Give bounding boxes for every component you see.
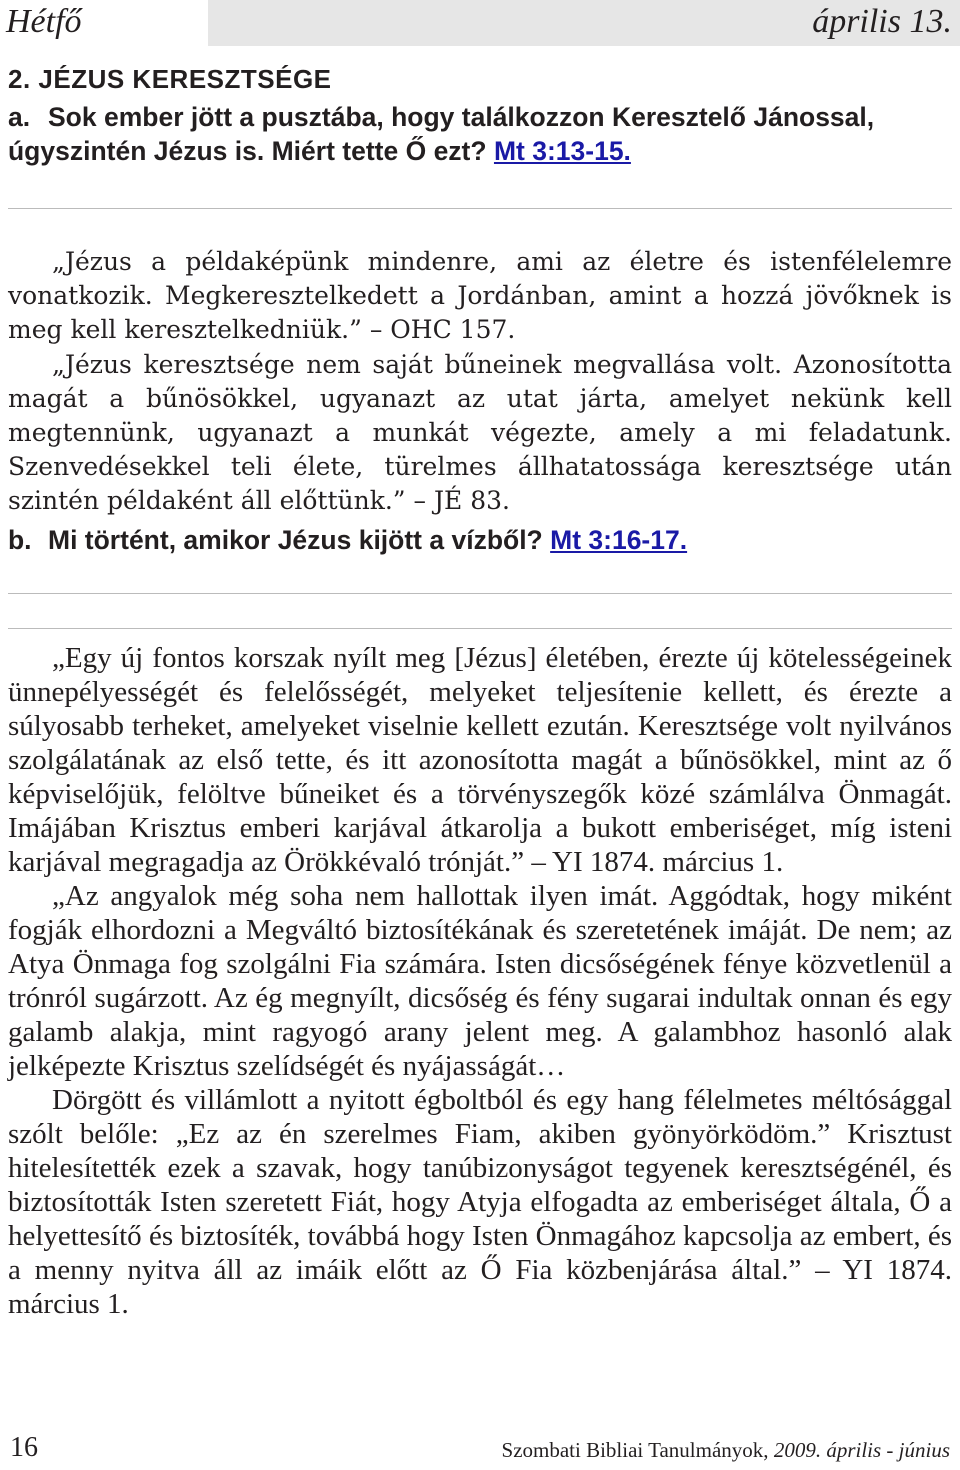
- date-banner: [208, 0, 960, 46]
- quote-text: „Az angyalok még soha nem hallottak ilyen imát. Aggódtak, hogy miként fogják elhordozni a Megváltó biztosítékának és szeretetének imáját. De nem; az Atya Önmaga fog szolgálni Fia számára. Isten dicsőségének fénye közvetlenül a trónról sugárzott. Az ég megnyílt, dicsőség és fény sugarai indultak onnan és egy galamb alakja, mint ragyogó arany jelent meg. A galambhoz hasonló alak jelképezte Krisztus szelídségét és nyájasságát…: [8, 879, 952, 1082]
- answer-line[interactable]: [8, 628, 952, 629]
- date-label: április 13.: [812, 3, 952, 40]
- question-letter: a.: [8, 102, 31, 132]
- quote-paragraph: „Jézus keresztsége nem saját bűneinek megvallása volt. Azonosította magát a bűnösökkel, ugyanazt az utat járta, amelyet nekünk kell megtennünk, ugyanazt a munkát végezte, amely a mi feladatunk. Szenvedésekkel teli élete, türelmes állhatatossága keresztsége után szintén példaként áll előttünk.” – JÉ 83.: [8, 349, 952, 516]
- publication-title: [502, 1438, 950, 1463]
- question-text: Sok ember jött a pusztába, hogy találkozzon Keresztelő Jánossal, úgyszintén Jézus is. Miért tette Ő ezt?: [8, 102, 875, 166]
- quotes-a: [8, 245, 952, 519]
- quote-source: OHC 157.: [390, 315, 516, 345]
- page-footer: [0, 1430, 960, 1464]
- quote-text: Dörgött és villámlott a nyitott égboltból és egy hang félelmetes méltósággal szólt belőle: „Ez az én szerelmes Fiam, akiben gyönyörködöm.” Krisztust hitelesítették ezek a szavak, hogy tanúbizonyságot tegyenek keresztségénél, és biztosították Isten szeretett Fiát, hogy Atyja elfogadta az emberiséget általa, Ő a helyettesítő és biztosíték, továbbá hogy Isten Önmagához kapcsolja az embert, és a menny nyitva áll az imáik előtt az Ő Fia közbenjárása által.”: [8, 1083, 952, 1286]
- question-b: [8, 523, 952, 557]
- answer-line[interactable]: [8, 593, 952, 594]
- page-number: 16: [10, 1432, 38, 1463]
- quote-paragraph: „Egy új fontos korszak nyílt meg [Jézus] életében, érezte új kötelességeinek ünnepélyességét és felelősségét, melyeket teljesítenie kellett, és érezte a súlyosabb terheket, amelyeket viselnie kellett ezután. Keresztsége volt nyilvános szolgálatának az első tette, és itt azonosította magát a bűnösökkel, mint az ő képviselőjük, felöltve bűneiket és a törvényszegők közé számlálva Önmagát. Imájában Krisztus emberi karjával átkarolja a bukott emberiséget, míg isteni karjával megragadja az Örökkévaló trónját.” – YI 1874. március 1.: [8, 641, 952, 878]
- lesson-content: [8, 56, 952, 1321]
- quote-text: „Jézus keresztsége nem saját bűneinek megvallása volt. Azonosította magát a bűnösökkel, ugyanazt az utat járta, amelyet nekünk kell megtennünk, ugyanazt a munkát végezte, amely a mi feladatunk. Szenvedésekkel teli élete, türelmes állhatatossága keresztsége után szintén példaként áll előttünk.”: [8, 349, 952, 516]
- answer-line[interactable]: [8, 208, 952, 209]
- publication-name: Szombati Bibliai Tanulmányok,: [501, 1438, 774, 1462]
- quote-text: „Egy új fontos korszak nyílt meg [Jézus] életében, érezte új kötelességeinek ünnepélyességét és felelősségét, melyeket teljesítenie kellett, és érezte a súlyosabb terheket, amelyeket viselnie kellett ezután. Keresztsége volt nyilvános szolgálatának az első tette, és itt azonosította magát a bűnösökkel, mint az ő képviselőjük, felöltve bűneiket és a törvényszegők közé számlálva Önmagát. Imájában Krisztus emberi karjával átkarolja a bukott emberiséget, míg isteni karjával megragadja az Örökkévaló trónját.”: [8, 641, 952, 878]
- question-text: Mi történt, amikor Jézus kijött a vízből?: [48, 524, 543, 555]
- bible-reference-link[interactable]: Mt 3:13-15.: [493, 136, 631, 166]
- quote-text: „Jézus a példaképünk mindenre, ami az életre és istenfélelemre vonatkozik. Megkeresztelkedett a Jordánban, amint a hozzá jövőknek is meg kell keresztelkedniük.”: [8, 247, 952, 345]
- page-header: [0, 0, 960, 46]
- quote-source: YI 1874. március 1.: [552, 845, 784, 878]
- day-label: Hétfő: [6, 3, 82, 40]
- lesson-title: 2. JÉZUS KERESZTSÉGE: [8, 64, 332, 94]
- quote-source: YI 1874. március 1.: [8, 1253, 952, 1320]
- quotes-b: [8, 641, 952, 1321]
- bible-reference-link[interactable]: Mt 3:16-17.: [550, 524, 688, 555]
- quote-paragraph: Dörgött és villámlott a nyitott égboltból és egy hang félelmetes méltósággal szólt belőle: „Ez az én szerelmes Fiam, akiben gyönyörködöm.” Krisztust hitelesítették ezek a szavak, hogy tanúbizonyságot tegyenek keresztségénél, és biztosították Isten szeretett Fiát, hogy Atyja elfogadta az emberiséget általa, Ő a helyettesítő és biztosíték, továbbá hogy Isten Önmagához kapcsolja az embert, és a menny nyitva áll az imáik előtt az Ő Fia közbenjárása által.” – YI 1874. március 1.: [8, 1083, 952, 1320]
- question-letter: b.: [8, 524, 32, 555]
- quote-source: JÉ 83.: [434, 486, 510, 516]
- publication-period: 2009. április - június: [773, 1438, 950, 1462]
- quote-paragraph: [8, 879, 952, 1083]
- question-a: [8, 100, 952, 168]
- quote-paragraph: „Jézus a példaképünk mindenre, ami az életre és istenfélelemre vonatkozik. Megkeresztelkedett a Jordánban, amint a hozzá jövőknek is meg kell keresztelkedniük.” – OHC 157.: [8, 247, 952, 345]
